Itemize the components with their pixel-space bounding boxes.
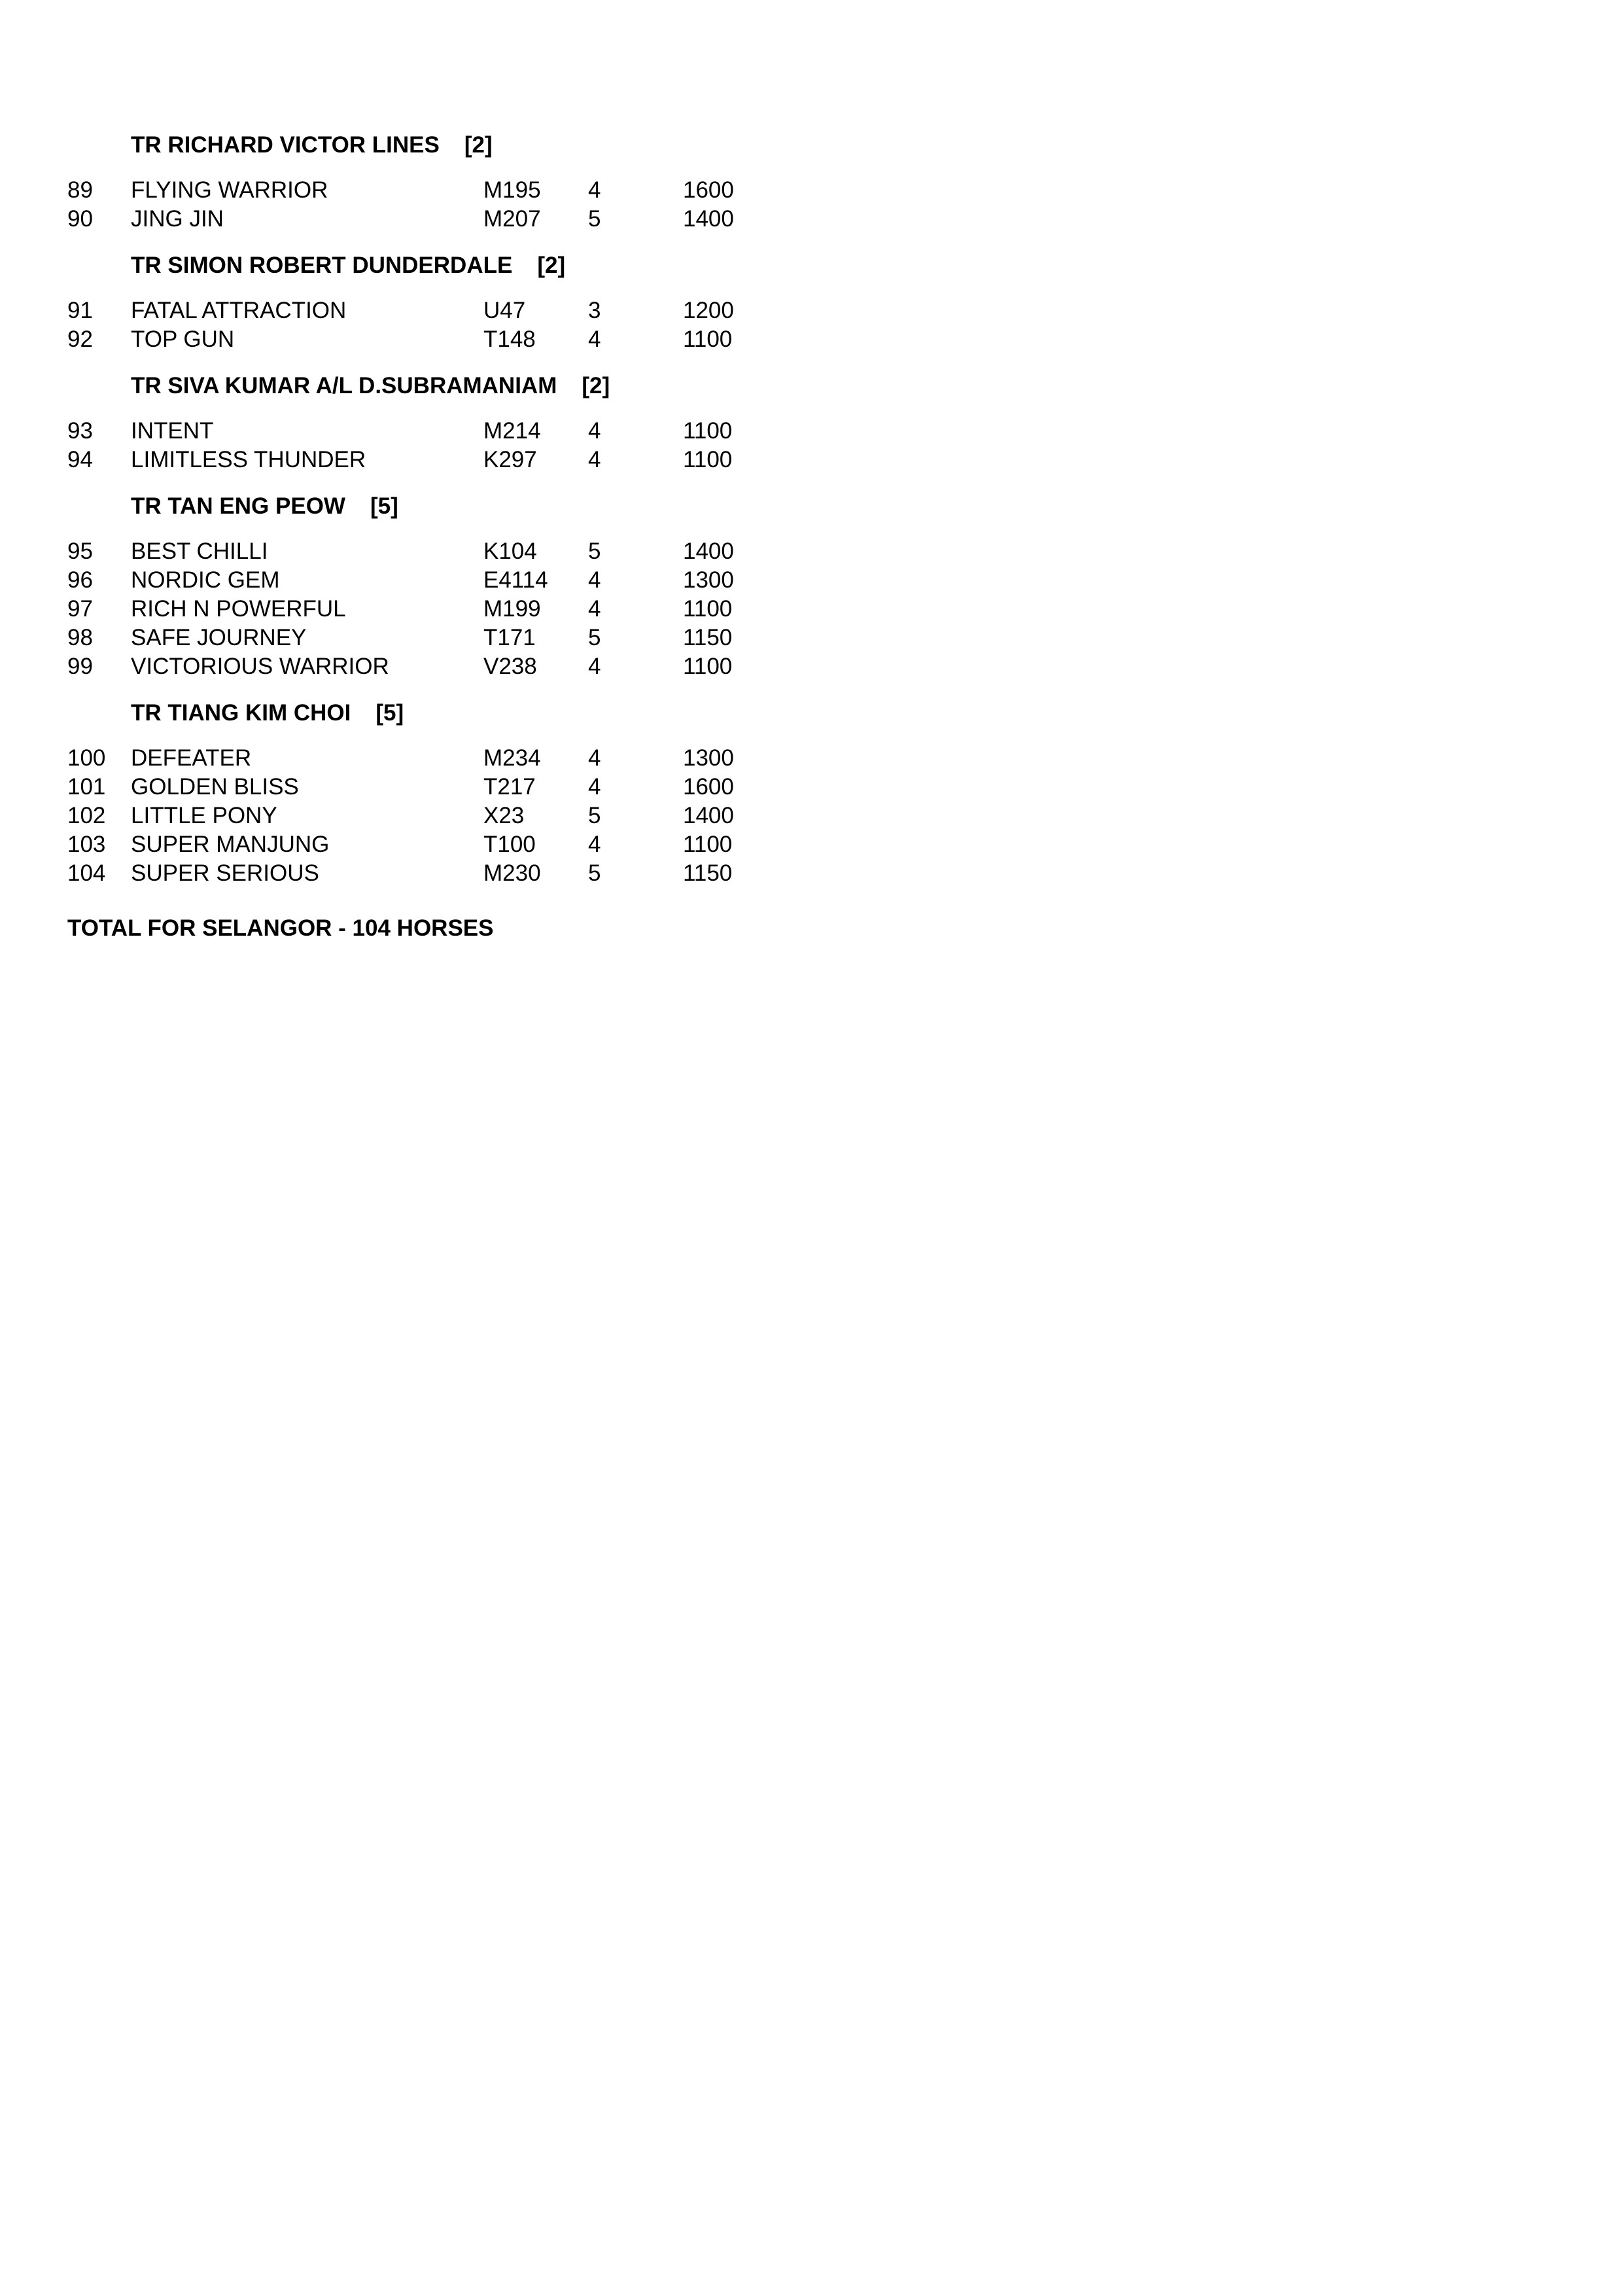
horse-number: 104 bbox=[67, 860, 106, 886]
horse-row bbox=[67, 652, 787, 681]
horse-number: 93 bbox=[67, 418, 93, 444]
horse-age: 4 bbox=[588, 327, 601, 352]
trainer-heading bbox=[131, 372, 787, 400]
horse-age: 4 bbox=[588, 654, 601, 679]
horse-row bbox=[67, 417, 787, 446]
horse-age: 4 bbox=[588, 596, 601, 622]
horse-distance: 1100 bbox=[683, 832, 733, 857]
horse-number: 90 bbox=[67, 206, 93, 232]
horse-count: [5] bbox=[375, 700, 404, 726]
horse-number: 96 bbox=[67, 567, 93, 593]
horse-name: LIMITLESS THUNDER bbox=[131, 447, 366, 472]
horse-distance: 1400 bbox=[683, 206, 734, 232]
horse-distance: 1400 bbox=[683, 539, 734, 564]
trainer-name: TR TIANG KIM CHOI bbox=[131, 700, 351, 726]
horse-row bbox=[67, 802, 787, 830]
trainer-group bbox=[67, 131, 787, 234]
horse-name: SUPER SERIOUS bbox=[131, 860, 319, 886]
horse-distance: 1600 bbox=[683, 177, 734, 203]
trainer-name: TR SIVA KUMAR A/L D.SUBRAMANIAM bbox=[131, 373, 557, 398]
horse-number: 91 bbox=[67, 298, 93, 323]
horse-number: 92 bbox=[67, 327, 93, 352]
horse-number: 100 bbox=[67, 745, 106, 771]
horse-row bbox=[67, 537, 787, 566]
trainer-heading bbox=[131, 492, 787, 521]
horse-code: T217 bbox=[483, 774, 536, 800]
horse-name: INTENT bbox=[131, 418, 214, 444]
horse-code: K104 bbox=[483, 539, 537, 564]
horse-age: 5 bbox=[588, 803, 601, 828]
horse-name: SUPER MANJUNG bbox=[131, 832, 330, 857]
horse-age: 4 bbox=[588, 832, 601, 857]
horse-age: 4 bbox=[588, 567, 601, 593]
trainer-name: TR TAN ENG PEOW bbox=[131, 493, 345, 519]
horse-name: DEFEATER bbox=[131, 745, 252, 771]
trainer-group bbox=[67, 699, 787, 888]
horse-number: 103 bbox=[67, 832, 106, 857]
horse-code: M195 bbox=[483, 177, 541, 203]
total-summary: TOTAL FOR SELANGOR - 104 HORSES bbox=[67, 915, 494, 941]
horse-row bbox=[67, 595, 787, 624]
horse-code: K297 bbox=[483, 447, 537, 472]
horse-age: 4 bbox=[588, 447, 601, 472]
horse-name: RICH N POWERFUL bbox=[131, 596, 346, 622]
horse-code: M234 bbox=[483, 745, 541, 771]
horse-count: [2] bbox=[582, 373, 610, 398]
horse-age: 4 bbox=[588, 418, 601, 444]
horse-name: JING JIN bbox=[131, 206, 224, 232]
horse-distance: 1150 bbox=[683, 625, 733, 650]
horse-row bbox=[67, 773, 787, 802]
horse-name: VICTORIOUS WARRIOR bbox=[131, 654, 389, 679]
trainer-group bbox=[67, 251, 787, 354]
horse-list bbox=[67, 131, 787, 943]
horse-age: 4 bbox=[588, 774, 601, 800]
horse-code: E4114 bbox=[483, 567, 548, 593]
horse-age: 5 bbox=[588, 206, 601, 232]
horse-name: NORDIC GEM bbox=[131, 567, 280, 593]
horse-name: FATAL ATTRACTION bbox=[131, 298, 347, 323]
horse-code: M214 bbox=[483, 418, 541, 444]
horse-number: 101 bbox=[67, 774, 106, 800]
horse-code: U47 bbox=[483, 298, 526, 323]
horse-row bbox=[67, 624, 787, 652]
horse-name: BEST CHILLI bbox=[131, 539, 268, 564]
horse-number: 98 bbox=[67, 625, 93, 650]
trainer-heading bbox=[131, 251, 787, 280]
horse-code: X23 bbox=[483, 803, 525, 828]
horse-name: TOP GUN bbox=[131, 327, 235, 352]
horse-row bbox=[67, 446, 787, 474]
horse-code: V238 bbox=[483, 654, 537, 679]
horse-row bbox=[67, 205, 787, 234]
horse-age: 5 bbox=[588, 625, 601, 650]
horse-age: 3 bbox=[588, 298, 601, 323]
trainer-group bbox=[67, 492, 787, 681]
trainer-name: TR SIMON ROBERT DUNDERDALE bbox=[131, 253, 513, 278]
horse-name: LITTLE PONY bbox=[131, 803, 277, 828]
horse-distance: 1300 bbox=[683, 745, 734, 771]
horse-distance: 1100 bbox=[683, 447, 733, 472]
horse-name: SAFE JOURNEY bbox=[131, 625, 307, 650]
horse-distance: 1100 bbox=[683, 418, 733, 444]
horse-name: GOLDEN BLISS bbox=[131, 774, 299, 800]
horse-name: FLYING WARRIOR bbox=[131, 177, 328, 203]
horse-row bbox=[67, 325, 787, 354]
horse-row bbox=[67, 566, 787, 595]
horse-code: T148 bbox=[483, 327, 536, 352]
horse-row bbox=[67, 859, 787, 888]
horse-count: [2] bbox=[537, 253, 566, 278]
horse-count: [2] bbox=[464, 132, 493, 158]
trainer-name: TR RICHARD VICTOR LINES bbox=[131, 132, 440, 158]
horse-distance: 1400 bbox=[683, 803, 734, 828]
horse-number: 97 bbox=[67, 596, 93, 622]
horse-code: T100 bbox=[483, 832, 536, 857]
horse-distance: 1100 bbox=[683, 596, 733, 622]
horse-code: M199 bbox=[483, 596, 541, 622]
horse-distance: 1100 bbox=[683, 654, 733, 679]
horse-number: 99 bbox=[67, 654, 93, 679]
horse-row bbox=[67, 744, 787, 773]
horse-distance: 1200 bbox=[683, 298, 734, 323]
horse-age: 5 bbox=[588, 539, 601, 564]
horse-code: M207 bbox=[483, 206, 541, 232]
horse-distance: 1300 bbox=[683, 567, 734, 593]
horse-row bbox=[67, 830, 787, 859]
horse-number: 102 bbox=[67, 803, 106, 828]
horse-row bbox=[67, 296, 787, 325]
horse-distance: 1100 bbox=[683, 327, 733, 352]
horse-distance: 1600 bbox=[683, 774, 734, 800]
horse-row bbox=[67, 176, 787, 205]
horse-age: 4 bbox=[588, 177, 601, 203]
trainer-heading bbox=[131, 131, 787, 160]
horse-age: 5 bbox=[588, 860, 601, 886]
horse-number: 94 bbox=[67, 447, 93, 472]
horse-count: [5] bbox=[370, 493, 398, 519]
horse-number: 89 bbox=[67, 177, 93, 203]
horse-code: T171 bbox=[483, 625, 536, 650]
horse-number: 95 bbox=[67, 539, 93, 564]
horse-distance: 1150 bbox=[683, 860, 733, 886]
horse-age: 4 bbox=[588, 745, 601, 771]
trainer-heading bbox=[131, 699, 787, 728]
horse-code: M230 bbox=[483, 860, 541, 886]
trainer-group bbox=[67, 372, 787, 474]
